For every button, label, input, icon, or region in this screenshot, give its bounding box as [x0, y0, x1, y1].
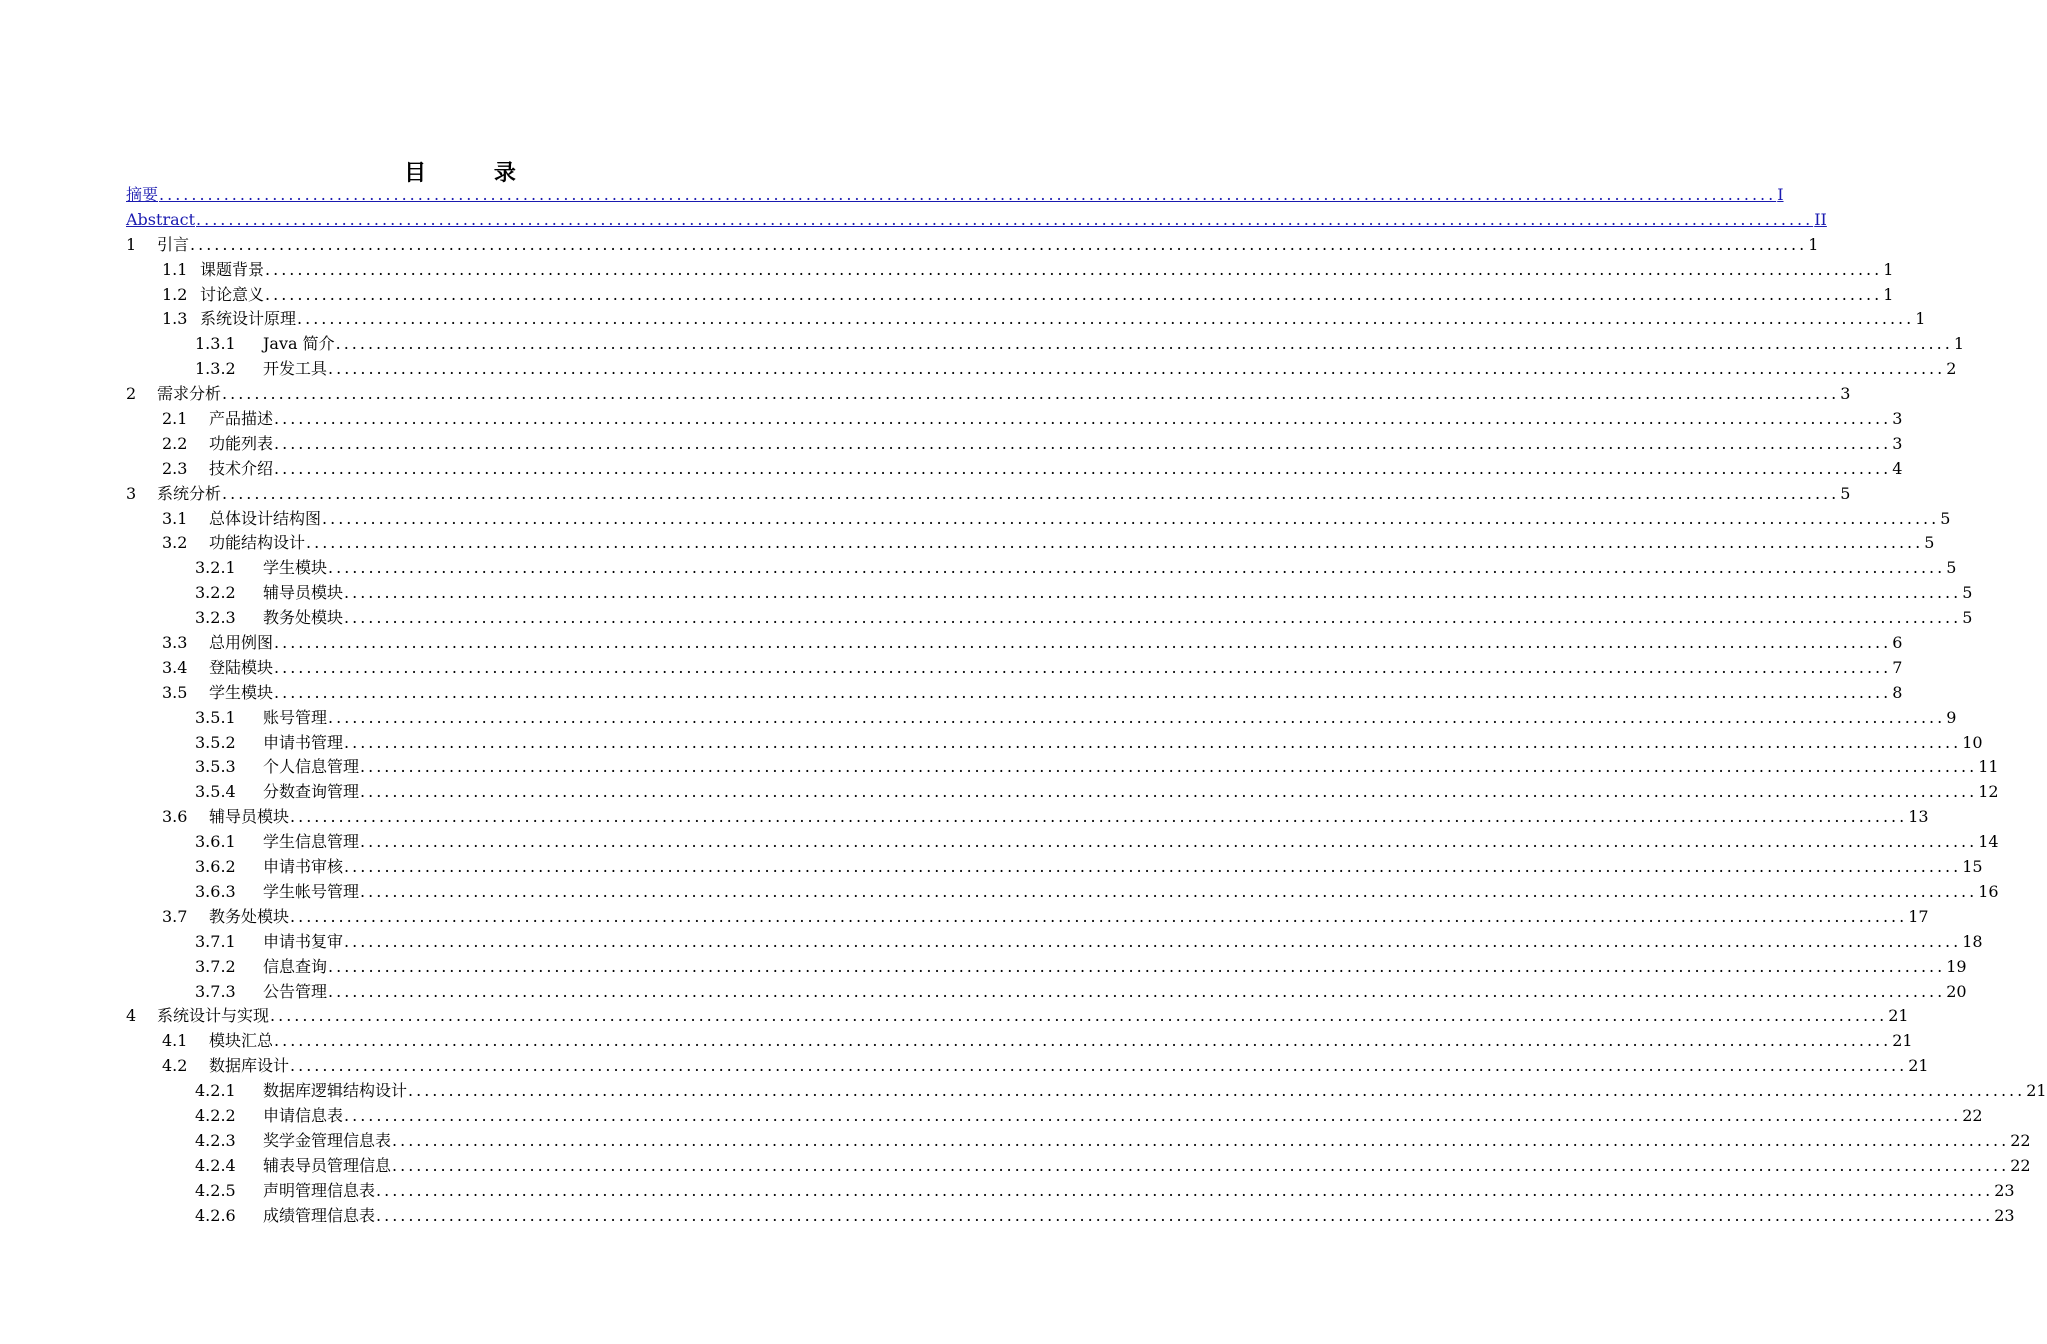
toc-entry-text: 技术介绍: [209, 458, 274, 478]
toc-entry-text: 奖学金管理信息表: [263, 1130, 392, 1150]
toc-entry-text: 登陆模块: [209, 657, 274, 677]
toc-entry-number: 1.3: [162, 309, 188, 329]
toc-entry-text: 成绩管理信息表: [263, 1205, 376, 1225]
dot-leader: ........................................................................................................................................................................................................: [265, 284, 1883, 304]
dot-leader: ........................................................................................................................................................................................................: [222, 384, 1840, 404]
dot-leader: ........................................................................................................................................................................................................: [290, 1056, 1908, 1076]
toc-entry-page: 22: [1962, 1105, 1983, 1125]
dot-leader: ........................................................................................................................................................................................................: [344, 857, 1962, 877]
toc-entry: [126, 382, 1851, 407]
toc-entry-number: 3.2.2: [195, 583, 236, 603]
toc-entry-page: 22: [2010, 1155, 2031, 1175]
toc-entry-number: 3.4: [162, 657, 188, 677]
dot-leader: ........................................................................................................................................................................................................: [290, 906, 1908, 926]
toc-entry: [126, 1179, 2015, 1204]
toc-entry-text: 申请信息表: [263, 1105, 344, 1125]
toc-entry[interactable]: [126, 183, 1784, 208]
toc-entry-page: 21: [1888, 1006, 1909, 1026]
toc-entry-page: 15: [1962, 857, 1983, 877]
toc-entry-page: 1: [1883, 259, 1894, 279]
dot-leader: ........................................................................................................................................................................................................: [274, 1031, 1892, 1051]
toc-entry: [126, 631, 1903, 656]
toc-entry-number: 4: [126, 1006, 137, 1026]
toc-entry-text: 个人信息管理: [263, 757, 360, 777]
toc-entry-text: 学生模块: [209, 682, 274, 702]
dot-leader: ........................................................................................................................................................................................................: [265, 259, 1883, 279]
toc-entry-number: 2.3: [162, 458, 188, 478]
dot-leader: ........................................................................................................................................................................................................: [328, 558, 1946, 578]
toc-entry-page: 3: [1840, 384, 1851, 404]
toc-entry-number: 3.5.4: [195, 782, 236, 802]
toc-entry-page: 12: [1978, 782, 1999, 802]
toc-entry-number: 3.2.1: [195, 558, 236, 578]
table-of-contents: [126, 183, 2047, 1228]
toc-entry-page: 22: [2010, 1130, 2031, 1150]
toc-entry-text: 声明管理信息表: [263, 1180, 376, 1200]
toc-entry-page: 3: [1892, 409, 1903, 429]
toc-entry-page: 18: [1962, 931, 1983, 951]
toc-entry-page: 7: [1892, 657, 1903, 677]
toc-entry-page: 21: [1892, 1031, 1913, 1051]
toc-entry: [126, 681, 1903, 706]
toc-entry-text: 引言: [157, 234, 190, 254]
dot-leader: ........................................................................................................................................................................................................: [360, 757, 1978, 777]
toc-entry-text: 数据库逻辑结构设计: [263, 1081, 408, 1101]
dot-leader: ........................................................................................................................................................................................................: [274, 657, 1892, 677]
toc-entry-number: 3.6.2: [195, 857, 236, 877]
toc-entry-page: 14: [1978, 832, 1999, 852]
toc-entry-number: 3.5: [162, 682, 188, 702]
dot-leader: ........................................................................................................................................................................................................: [274, 682, 1892, 702]
toc-entry: [126, 606, 1973, 631]
toc-entry: [126, 755, 1999, 780]
toc-entry[interactable]: [126, 208, 1827, 233]
dot-leader: ........................................................................................................................................................................................................: [344, 1105, 1962, 1125]
toc-entry: [126, 332, 1964, 357]
dot-leader: ........................................................................................................................................................................................................: [274, 458, 1892, 478]
toc-entry-text: 讨论意义: [200, 284, 265, 304]
toc-entry: [126, 507, 1951, 532]
toc-entry-number: 3.5.2: [195, 732, 236, 752]
toc-entry-page: 9: [1946, 707, 1957, 727]
toc-entry-text: 产品描述: [209, 409, 274, 429]
toc-entry-page: 23: [1994, 1180, 2015, 1200]
dot-leader: ........................................................................................................................................................................................................: [190, 234, 1808, 254]
toc-entry-number: 3.6.1: [195, 832, 236, 852]
toc-entry-number: 2.2: [162, 433, 188, 453]
dot-leader: ........................................................................................................................................................................................................: [328, 707, 1946, 727]
toc-entry-text: Java 简介: [263, 334, 335, 354]
toc-entry: [126, 581, 1973, 606]
dot-leader: ........................................................................................................................................................................................................: [360, 832, 1978, 852]
toc-entry-page[interactable]: I: [1777, 185, 1784, 204]
toc-entry: [126, 880, 1999, 905]
toc-entry-text: 总体设计结构图: [209, 508, 322, 528]
toc-entry-number: 3.5.1: [195, 707, 236, 727]
toc-entry-text: 总用例图: [209, 633, 274, 653]
dot-leader: ........................................................................................................................................................................................................: [335, 334, 1953, 354]
toc-entry-number: 3.7.2: [195, 956, 236, 976]
toc-entry-page: 11: [1978, 757, 1999, 777]
toc-entry-number: 3.7: [162, 906, 188, 926]
dot-leader: ........................................................................................................................................................................................................: [159, 185, 1777, 204]
toc-entry-number: 4.2.2: [195, 1105, 236, 1125]
toc-entry-number: 3.3: [162, 633, 188, 653]
toc-entry-text: 数据库设计: [209, 1056, 290, 1076]
toc-entry-page[interactable]: II: [1814, 209, 1827, 229]
toc-entry-page: 5: [1940, 508, 1951, 528]
toc-entry: [126, 930, 1983, 955]
toc-entry-number: 4.1: [162, 1031, 188, 1051]
toc-entry-text: 需求分析: [157, 384, 222, 404]
toc-entry-page: 20: [1946, 981, 1967, 1001]
toc-entry-number: 1.1: [162, 259, 188, 279]
dot-leader: ........................................................................................................................................................................................................: [344, 583, 1962, 603]
toc-entry: [126, 307, 1926, 332]
dot-leader: ........................................................................................................................................................................................................: [274, 409, 1892, 429]
toc-entry-text: 申请书管理: [263, 732, 344, 752]
toc-entry-text: 教务处模块: [263, 608, 344, 628]
toc-entry-page: 1: [1953, 334, 1964, 354]
toc-entry-page: 8: [1892, 682, 1903, 702]
toc-entry-number: 3: [126, 483, 137, 503]
toc-entry-text: 申请书审核: [263, 857, 344, 877]
dot-leader: ........................................................................................................................................................................................................: [392, 1155, 2010, 1175]
dot-leader: ........................................................................................................................................................................................................: [290, 807, 1908, 827]
toc-entry: [126, 258, 1894, 283]
toc-entry-number: 3.2: [162, 533, 188, 553]
toc-entry-text: 系统设计与实现: [157, 1006, 270, 1026]
dot-leader: ........................................................................................................................................................................................................: [196, 209, 1814, 229]
toc-entry: [126, 805, 1929, 830]
dot-leader: ........................................................................................................................................................................................................: [376, 1205, 1994, 1225]
toc-entry-number: 1: [126, 234, 137, 254]
toc-entry-text: 模块汇总: [209, 1031, 274, 1051]
toc-entry-number: 4.2.5: [195, 1180, 236, 1200]
toc-entry-text: 辅导员模块: [263, 583, 344, 603]
toc-entry-page: 10: [1962, 732, 1983, 752]
dot-leader: ........................................................................................................................................................................................................: [408, 1081, 2026, 1101]
toc-entry-number: 3.5.3: [195, 757, 236, 777]
toc-entry-page: 5: [1840, 483, 1851, 503]
toc-entry-page: 5: [1924, 533, 1935, 553]
toc-entry: [126, 955, 1967, 980]
dot-leader: ........................................................................................................................................................................................................: [274, 433, 1892, 453]
toc-entry-number: 4.2.3: [195, 1130, 236, 1150]
toc-entry-page: 13: [1908, 807, 1929, 827]
dot-leader: ........................................................................................................................................................................................................: [328, 956, 1946, 976]
toc-entry-text: 学生信息管理: [263, 832, 360, 852]
toc-entry-text: 申请书复审: [263, 931, 344, 951]
toc-entry-number: 3.6: [162, 807, 188, 827]
toc-entry: [126, 233, 1819, 258]
toc-entry-number: 2.1: [162, 409, 188, 429]
toc-entry: [126, 531, 1935, 556]
dot-leader: ........................................................................................................................................................................................................: [270, 1006, 1888, 1026]
toc-entry-number: 1.3.2: [195, 359, 236, 379]
toc-entry-number: 1.2: [162, 284, 188, 304]
toc-entry: [126, 656, 1903, 681]
toc-entry-page: 5: [1962, 608, 1973, 628]
toc-entry-number: 4.2.6: [195, 1205, 236, 1225]
toc-entry-number: 3.7.3: [195, 981, 236, 1001]
toc-entry: [126, 1129, 2031, 1154]
toc-entry-text: 系统分析: [157, 483, 222, 503]
toc-entry-text: 开发工具: [263, 359, 328, 379]
toc-entry: [126, 1029, 1913, 1054]
toc-entry-text: 分数查询管理: [263, 782, 360, 802]
dot-leader: ........................................................................................................................................................................................................: [344, 608, 1962, 628]
toc-entry-page: 2: [1946, 359, 1957, 379]
toc-entry: [126, 1154, 2031, 1179]
toc-entry-number: 3.1: [162, 508, 188, 528]
toc-entry: [126, 905, 1929, 930]
dot-leader: ........................................................................................................................................................................................................: [274, 633, 1892, 653]
toc-entry: [126, 980, 1967, 1005]
dot-leader: ........................................................................................................................................................................................................: [344, 931, 1962, 951]
toc-entry-page: 1: [1808, 234, 1819, 254]
toc-entry-text[interactable]: Abstract: [126, 209, 196, 229]
toc-entry: [126, 283, 1894, 308]
toc-entry-number: 4.2.1: [195, 1081, 236, 1101]
toc-entry-page: 21: [1908, 1056, 1929, 1076]
toc-entry-page: 23: [1994, 1205, 2015, 1225]
dot-leader: ........................................................................................................................................................................................................: [360, 881, 1978, 901]
toc-entry: [126, 830, 1999, 855]
toc-entry: [126, 706, 1957, 731]
toc-entry-text: 信息查询: [263, 956, 328, 976]
toc-entry: [126, 855, 1983, 880]
toc-entry-text: 学生帐号管理: [263, 881, 360, 901]
toc-entry-page: 6: [1892, 633, 1903, 653]
toc-entry: [126, 556, 1957, 581]
toc-entry-page: 5: [1962, 583, 1973, 603]
dot-leader: ........................................................................................................................................................................................................: [297, 309, 1915, 329]
toc-entry: [126, 432, 1903, 457]
toc-entry-page: 21: [2026, 1081, 2047, 1101]
toc-entry-text: 账号管理: [263, 707, 328, 727]
toc-entry-number: 4.2.4: [195, 1155, 236, 1175]
toc-entry: [126, 1104, 1983, 1129]
toc-entry: [126, 407, 1903, 432]
toc-entry-page: 17: [1908, 906, 1929, 926]
dot-leader: ........................................................................................................................................................................................................: [322, 508, 1940, 528]
toc-entry-text: 课题背景: [200, 259, 265, 279]
toc-entry-text: 学生模块: [263, 558, 328, 578]
toc-entry-text: 功能列表: [209, 433, 274, 453]
toc-entry-text[interactable]: 摘要: [126, 185, 159, 204]
toc-entry: [126, 1054, 1929, 1079]
toc-entry: [126, 731, 1983, 756]
toc-entry-text: 系统设计原理: [200, 309, 297, 329]
toc-entry: [126, 1204, 2015, 1229]
toc-entry: [126, 457, 1903, 482]
toc-entry-number: 3.2.3: [195, 608, 236, 628]
toc-entry-text: 功能结构设计: [209, 533, 306, 553]
toc-title: 目 录: [404, 161, 546, 186]
dot-leader: ........................................................................................................................................................................................................: [392, 1130, 2010, 1150]
toc-entry: [126, 482, 1851, 507]
dot-leader: ........................................................................................................................................................................................................: [360, 782, 1978, 802]
toc-entry-page: 19: [1946, 956, 1967, 976]
toc-entry-number: 3.6.3: [195, 881, 236, 901]
toc-entry-number: 4.2: [162, 1056, 188, 1076]
toc-entry-text: 辅导员模块: [209, 807, 290, 827]
toc-entry-number: 1.3.1: [195, 334, 236, 354]
toc-entry: [126, 1079, 2047, 1104]
toc-entry-page: 4: [1892, 458, 1903, 478]
dot-leader: ........................................................................................................................................................................................................: [344, 732, 1962, 752]
toc-entry-page: 5: [1946, 558, 1957, 578]
toc-entry: [126, 780, 1999, 805]
dot-leader: ........................................................................................................................................................................................................: [306, 533, 1924, 553]
toc-entry-text: 辅表导员管理信息: [263, 1155, 392, 1175]
toc-entry-page: 1: [1883, 284, 1894, 304]
toc-entry-text: 公告管理: [263, 981, 328, 1001]
toc-entry-number: 2: [126, 384, 137, 404]
toc-entry-number: 3.7.1: [195, 931, 236, 951]
toc-entry-page: 3: [1892, 433, 1903, 453]
toc-entry-page: 1: [1915, 309, 1926, 329]
dot-leader: ........................................................................................................................................................................................................: [222, 483, 1840, 503]
toc-entry-page: 16: [1978, 881, 1999, 901]
toc-entry: [126, 1004, 1909, 1029]
dot-leader: ........................................................................................................................................................................................................: [328, 359, 1946, 379]
dot-leader: ........................................................................................................................................................................................................: [328, 981, 1946, 1001]
toc-entry-text: 教务处模块: [209, 906, 290, 926]
dot-leader: ........................................................................................................................................................................................................: [376, 1180, 1994, 1200]
toc-entry: [126, 357, 1957, 382]
